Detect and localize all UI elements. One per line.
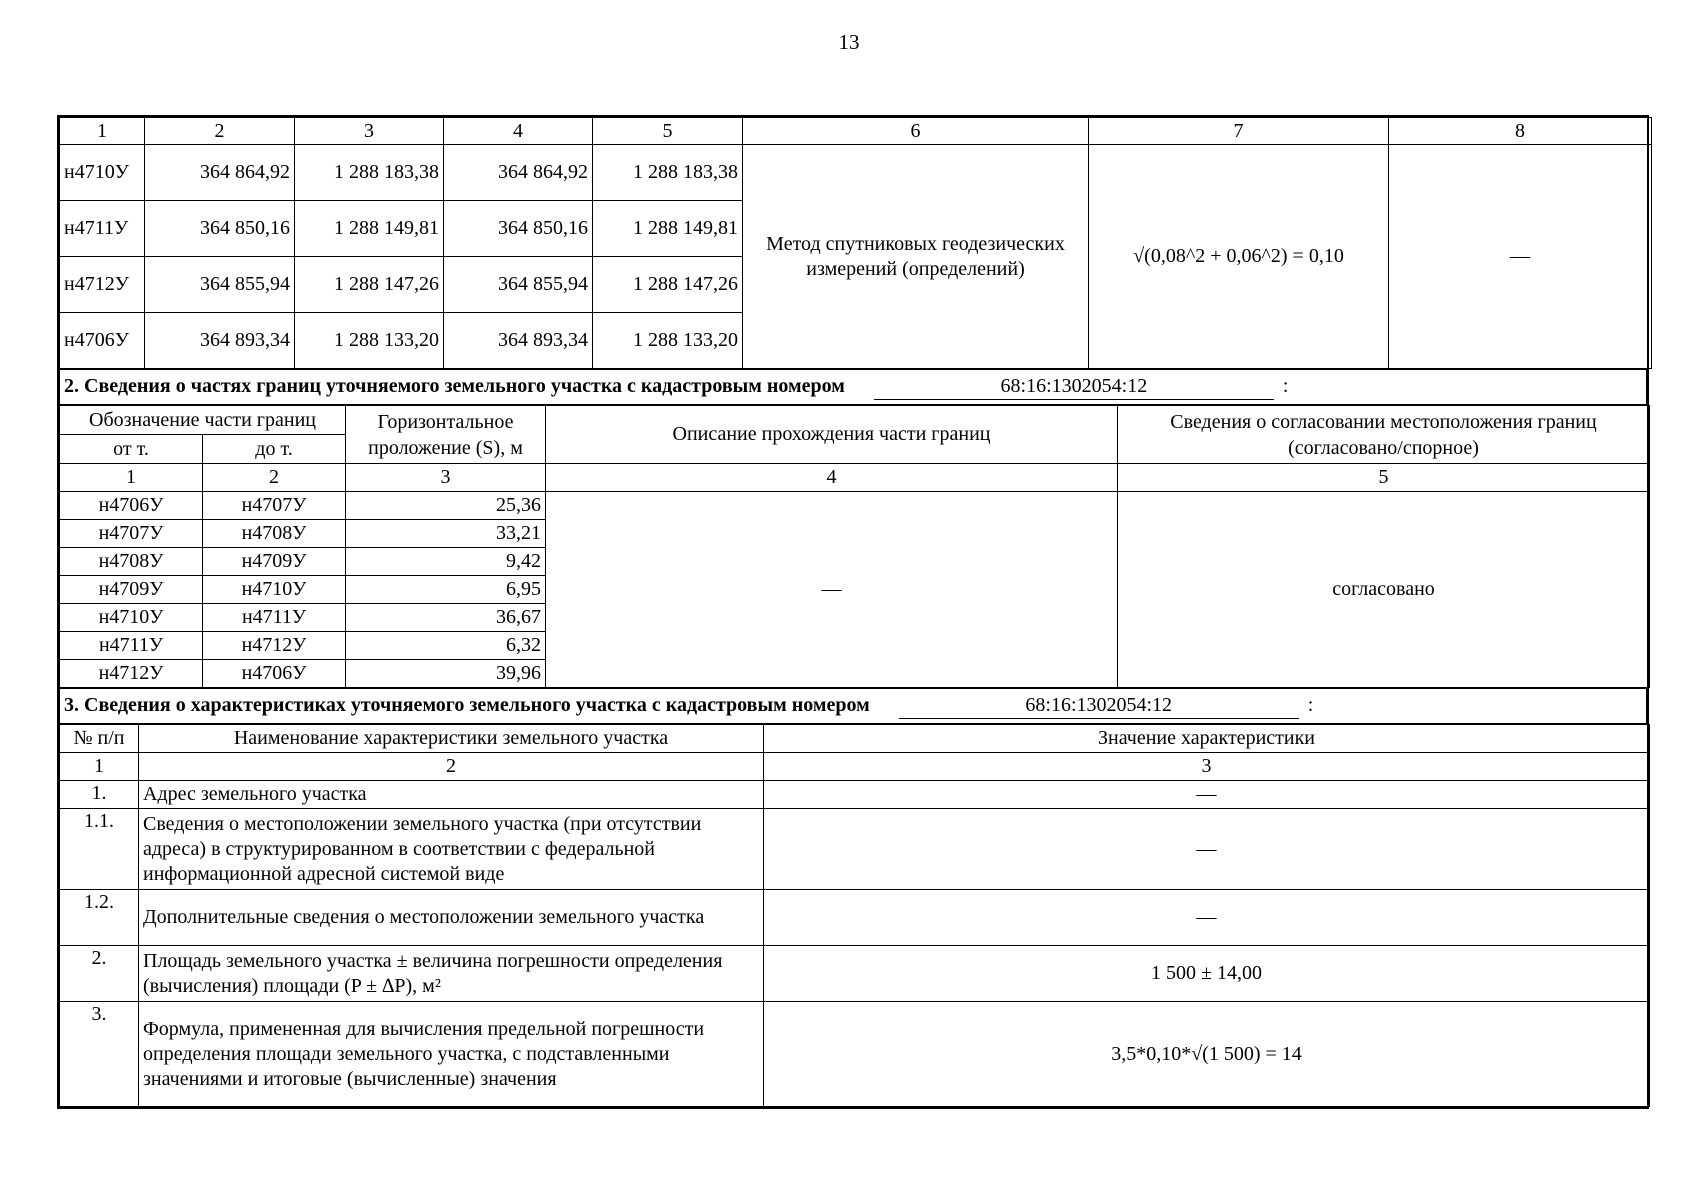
table-row bbox=[60, 1002, 1650, 1107]
col8-cell: — bbox=[1389, 145, 1652, 369]
item-name: Сведения о местоположении земельного участка (при отсутствии адреса) в структурированном в соответствии с федеральной информационной адресной системой виде bbox=[139, 809, 764, 890]
item-number: 2. bbox=[60, 946, 139, 1002]
col-header: 7 bbox=[1089, 118, 1389, 145]
characteristics-table bbox=[59, 724, 1650, 1107]
from-point: н4708У bbox=[60, 548, 203, 576]
table-row bbox=[60, 946, 1650, 1002]
col-number: 5 bbox=[1118, 464, 1650, 492]
item-number: 1. bbox=[60, 781, 139, 809]
coord-x-new: 364 893,34 bbox=[444, 313, 593, 369]
point-name: н4710У bbox=[60, 145, 145, 201]
distance: 9,42 bbox=[346, 548, 546, 576]
section2-cadastral-number: 68:16:1302054:12 bbox=[874, 374, 1274, 400]
to-header: до т. bbox=[203, 435, 346, 464]
page-number: 13 bbox=[838, 30, 860, 54]
item-name: Формула, примененная для вычисления предельной погрешности определения площади земельного участка, с подставленными значениями и итоговые (вычисленные) значения bbox=[139, 1002, 764, 1107]
coord-y: 1 288 149,81 bbox=[295, 201, 444, 257]
horizontal-header: Горизонтальное проложение (S), м bbox=[346, 406, 546, 464]
segments-table bbox=[59, 405, 1650, 688]
col-header: 8 bbox=[1389, 118, 1652, 145]
item-value: — bbox=[764, 809, 1650, 890]
table-row bbox=[60, 890, 1650, 946]
section3-title-row bbox=[60, 689, 1647, 724]
points-table bbox=[59, 117, 1652, 369]
coord-y-new: 1 288 133,20 bbox=[593, 313, 743, 369]
item-name: Дополнительные сведения о местоположении земельного участка bbox=[139, 890, 764, 946]
to-point: н4709У bbox=[203, 548, 346, 576]
from-point: н4707У bbox=[60, 520, 203, 548]
to-point: н4707У bbox=[203, 492, 346, 520]
from-point: н4710У bbox=[60, 604, 203, 632]
col-number: 1 bbox=[60, 464, 203, 492]
distance: 39,96 bbox=[346, 660, 546, 688]
item-value: 3,5*0,10*√(1 500) = 14 bbox=[764, 1002, 1650, 1107]
coord-y-new: 1 288 147,26 bbox=[593, 257, 743, 313]
item-name: Площадь земельного участка ± величина погрешности определения (вычисления) площади (P ± ∆P), м² bbox=[139, 946, 764, 1002]
section2-title: 2. Сведения о частях границ уточняемого земельного участка с кадастровым номером bbox=[64, 375, 845, 397]
to-point: н4708У bbox=[203, 520, 346, 548]
document-table bbox=[57, 115, 1649, 1109]
col-header: 1 bbox=[60, 118, 145, 145]
table-row bbox=[60, 781, 1650, 809]
coord-x: 364 855,94 bbox=[145, 257, 295, 313]
table-row bbox=[60, 809, 1650, 890]
coord-y: 1 288 183,38 bbox=[295, 145, 444, 201]
from-point: н4709У bbox=[60, 576, 203, 604]
item-number: 3. bbox=[60, 1002, 139, 1107]
coord-x: 364 864,92 bbox=[145, 145, 295, 201]
col-number: 3 bbox=[764, 753, 1650, 781]
accuracy-cell: √(0,08^2 + 0,06^2) = 0,10 bbox=[1089, 145, 1389, 369]
agreement-cell: согласовано bbox=[1118, 492, 1650, 688]
section3-cadastral-number: 68:16:1302054:12 bbox=[899, 693, 1299, 719]
col-header: 5 bbox=[593, 118, 743, 145]
section2-title-table bbox=[59, 369, 1647, 405]
col-header: 2 bbox=[145, 118, 295, 145]
point-name: н4711У bbox=[60, 201, 145, 257]
method-cell: Метод спутниковых геодезических измерений (определений) bbox=[743, 145, 1089, 369]
col-header: 4 bbox=[444, 118, 593, 145]
table-row bbox=[60, 492, 1650, 520]
from-point: н4711У bbox=[60, 632, 203, 660]
section2-colon: : bbox=[1282, 375, 1289, 397]
coord-y-new: 1 288 149,81 bbox=[593, 201, 743, 257]
coord-x-new: 364 864,92 bbox=[444, 145, 593, 201]
distance: 36,67 bbox=[346, 604, 546, 632]
section3-colon: : bbox=[1307, 694, 1314, 716]
name-header: Наименование характеристики земельного участка bbox=[139, 725, 764, 753]
col-number: 2 bbox=[203, 464, 346, 492]
item-number: 1.2. bbox=[60, 890, 139, 946]
description-cell: — bbox=[546, 492, 1118, 688]
col-number: 2 bbox=[139, 753, 764, 781]
col-number: 4 bbox=[546, 464, 1118, 492]
section3-title-table bbox=[59, 688, 1647, 724]
coord-x-new: 364 850,16 bbox=[444, 201, 593, 257]
designation-header: Обозначение части границ bbox=[60, 406, 346, 435]
point-name: н4706У bbox=[60, 313, 145, 369]
col-number: 1 bbox=[60, 753, 139, 781]
distance: 25,36 bbox=[346, 492, 546, 520]
item-number: 1.1. bbox=[60, 809, 139, 890]
coord-x: 364 850,16 bbox=[145, 201, 295, 257]
item-value: — bbox=[764, 890, 1650, 946]
value-header: Значение характеристики bbox=[764, 725, 1650, 753]
to-point: н4710У bbox=[203, 576, 346, 604]
col-number: 3 bbox=[346, 464, 546, 492]
coord-x: 364 893,34 bbox=[145, 313, 295, 369]
to-point: н4711У bbox=[203, 604, 346, 632]
point-name: н4712У bbox=[60, 257, 145, 313]
item-name: Адрес земельного участка bbox=[139, 781, 764, 809]
agreement-header: Сведения о согласовании местоположения границ (согласовано/спорное) bbox=[1118, 406, 1650, 464]
distance: 33,21 bbox=[346, 520, 546, 548]
coord-x-new: 364 855,94 bbox=[444, 257, 593, 313]
col-header: 3 bbox=[295, 118, 444, 145]
item-value: 1 500 ± 14,00 bbox=[764, 946, 1650, 1002]
distance: 6,32 bbox=[346, 632, 546, 660]
from-point: н4706У bbox=[60, 492, 203, 520]
col-header: 6 bbox=[743, 118, 1089, 145]
coord-y: 1 288 133,20 bbox=[295, 313, 444, 369]
section3-title: 3. Сведения о характеристиках уточняемого земельного участка с кадастровым номером bbox=[64, 694, 870, 716]
from-header: от т. bbox=[60, 435, 203, 464]
distance: 6,95 bbox=[346, 576, 546, 604]
section2-title-row bbox=[60, 370, 1647, 405]
num-header: № п/п bbox=[60, 725, 139, 753]
table-row bbox=[60, 145, 1652, 201]
from-point: н4712У bbox=[60, 660, 203, 688]
item-value: — bbox=[764, 781, 1650, 809]
coord-y-new: 1 288 183,38 bbox=[593, 145, 743, 201]
to-point: н4712У bbox=[203, 632, 346, 660]
description-header: Описание прохождения части границ bbox=[546, 406, 1118, 464]
to-point: н4706У bbox=[203, 660, 346, 688]
coord-y: 1 288 147,26 bbox=[295, 257, 444, 313]
